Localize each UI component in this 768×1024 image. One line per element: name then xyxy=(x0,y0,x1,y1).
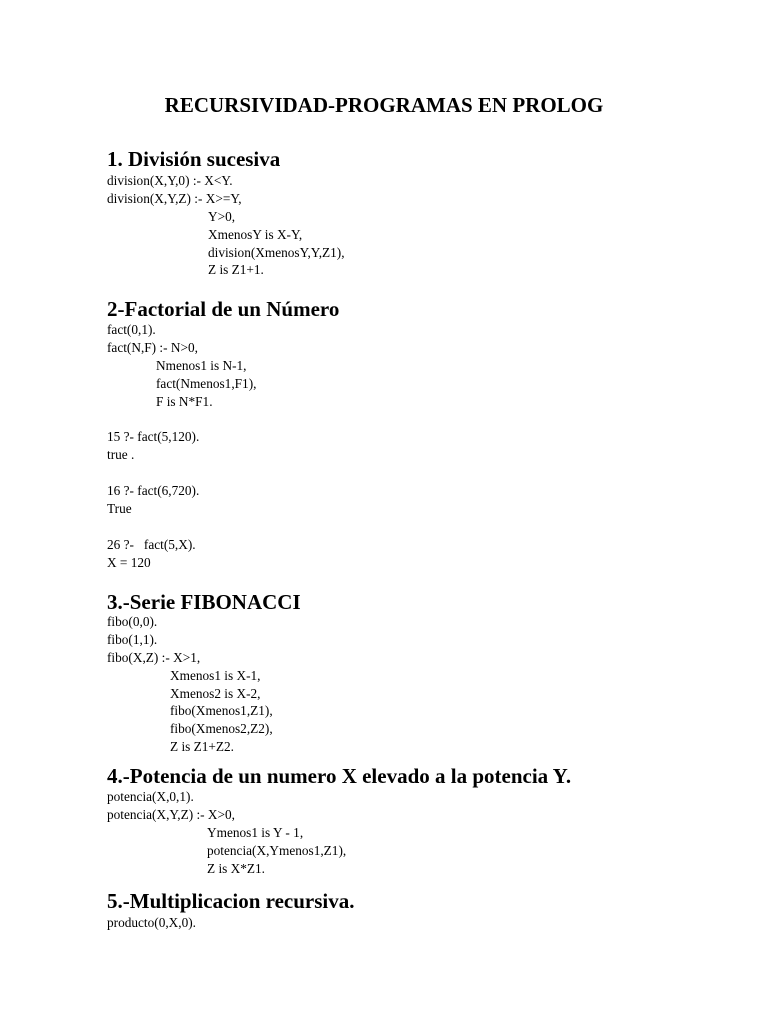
code-line: producto(0,X,0). xyxy=(107,915,196,930)
query-result: True xyxy=(107,500,132,516)
code-block-fibonacci xyxy=(107,613,273,756)
query-result: true . xyxy=(107,447,135,463)
code-line: Z is Z1+Z2. xyxy=(170,739,235,755)
section-heading-division: 1. División sucesiva xyxy=(107,147,281,171)
code-line: Z is X*Z1. xyxy=(207,860,265,876)
code-line: division(XmenosY,Y,Z1), xyxy=(208,244,345,260)
code-line: fibo(Xmenos1,Z1), xyxy=(170,703,273,719)
code-line: fact(0,1). xyxy=(107,322,156,337)
query-line: 26 ?- fact(5,X). xyxy=(107,536,196,552)
code-line: division(X,Y,0) :- X<Y. xyxy=(107,173,233,188)
section-heading-multiplicacion: 5.-Multiplicacion recursiva. xyxy=(107,889,355,913)
code-line: Nmenos1 is N-1, xyxy=(156,357,247,373)
code-line: fibo(Xmenos2,Z2), xyxy=(170,721,273,737)
code-line: fibo(0,0). xyxy=(107,614,158,629)
query-line: 16 ?- fact(6,720). xyxy=(107,483,200,499)
blank-line xyxy=(107,464,256,482)
code-line: fact(Nmenos1,F1), xyxy=(156,375,257,391)
code-line: fibo(1,1). xyxy=(107,631,158,647)
code-block-division xyxy=(107,172,345,279)
blank-line xyxy=(107,410,256,428)
code-line: Ymenos1 is Y - 1, xyxy=(207,824,304,840)
code-line: potencia(X,0,1). xyxy=(107,789,194,804)
blank-line xyxy=(107,518,256,536)
section-heading-factorial: 2-Factorial de un Número xyxy=(107,297,340,321)
code-line: division(X,Y,Z) :- X>=Y, xyxy=(107,190,242,206)
query-result: X = 120 xyxy=(107,554,151,570)
query-line: 15 ?- fact(5,120). xyxy=(107,429,200,445)
section-heading-fibonacci: 3.-Serie FIBONACCI xyxy=(107,590,301,614)
code-block-factorial xyxy=(107,321,256,571)
code-line: potencia(X,Y,Z) :- X>0, xyxy=(107,806,236,822)
code-line: potencia(X,Ymenos1,Z1), xyxy=(207,842,347,858)
code-line: XmenosY is X-Y, xyxy=(208,226,303,242)
document-title: RECURSIVIDAD-PROGRAMAS EN PROLOG xyxy=(164,93,604,117)
code-line: fibo(X,Z) :- X>1, xyxy=(107,649,201,665)
code-line: Z is Z1+1. xyxy=(208,262,264,278)
code-block-potencia xyxy=(107,788,346,877)
code-line: Y>0, xyxy=(208,208,236,224)
code-block-multiplicacion xyxy=(107,914,196,932)
section-heading-potencia: 4.-Potencia de un numero X elevado a la potencia Y. xyxy=(107,764,572,788)
code-line: F is N*F1. xyxy=(156,393,213,409)
code-line: Xmenos1 is X-1, xyxy=(170,667,261,683)
code-line: fact(N,F) :- N>0, xyxy=(107,339,198,355)
code-line: Xmenos2 is X-2, xyxy=(170,685,261,701)
